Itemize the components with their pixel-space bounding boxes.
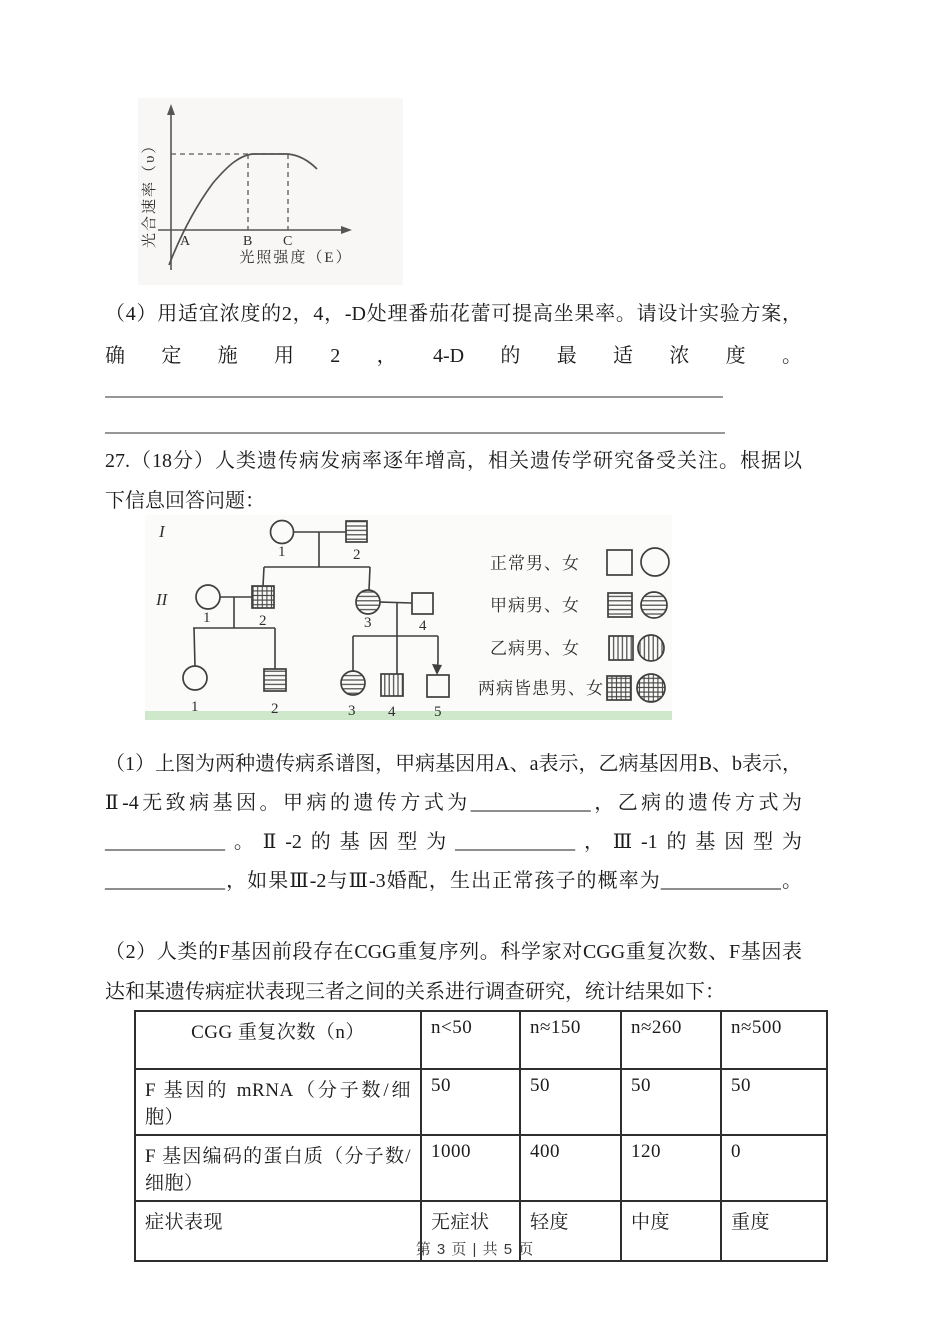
svg-text:2: 2 bbox=[353, 547, 361, 563]
normal-female-icon bbox=[641, 548, 669, 576]
pedigree-individual-I-1 bbox=[271, 521, 294, 561]
svg-text:3: 3 bbox=[348, 703, 356, 719]
photosynthesis-graph bbox=[138, 98, 403, 285]
svg-text:两病皆患男、女: 两病皆患男、女 bbox=[478, 679, 604, 698]
pedigree-individual-III-1 bbox=[183, 666, 207, 715]
pedigree-chart bbox=[145, 515, 672, 720]
pedigree-individual-I-2 bbox=[346, 521, 367, 563]
x-axis-arrow bbox=[341, 226, 352, 234]
pedigree-individual-III-2 bbox=[264, 669, 286, 717]
svg-text:1: 1 bbox=[203, 610, 211, 626]
question-1 bbox=[105, 745, 802, 901]
pedigree-figure bbox=[145, 515, 672, 720]
svg-text:4: 4 bbox=[388, 704, 396, 720]
proband-arrow-icon bbox=[432, 664, 442, 675]
question-27-line-1: 27.（18分）人类遗传病发病率逐年增高，相关遗传学研究备受关注。根据以 bbox=[105, 450, 802, 472]
table-header-cell: n≈150 bbox=[520, 1011, 621, 1069]
legend-item-disease-a bbox=[490, 592, 667, 618]
table-header-row bbox=[135, 1011, 827, 1069]
pedigree-individual-II-1 bbox=[196, 585, 220, 626]
table-cell: 无症状 bbox=[421, 1201, 520, 1261]
question-27-line-2: 下信息回答问题： bbox=[105, 490, 265, 512]
table-cell: 50 bbox=[520, 1069, 621, 1135]
answer-line-1 bbox=[105, 396, 723, 398]
x-axis-label: 光照强度（E） bbox=[239, 250, 353, 266]
disease-b-male-icon bbox=[609, 636, 633, 660]
svg-text:3: 3 bbox=[364, 615, 372, 631]
disease-a-male-icon bbox=[608, 593, 632, 617]
table-cell: 50 bbox=[421, 1069, 520, 1135]
tick-B: B bbox=[243, 234, 253, 249]
question-1-line-3: ____________。Ⅱ-2的基因型为____________，Ⅲ-1的基因型为 bbox=[105, 831, 802, 853]
both-diseases-female-icon bbox=[637, 674, 665, 702]
tick-C: C bbox=[283, 234, 293, 249]
disease-a-female-icon bbox=[641, 592, 667, 618]
y-axis-label: 光合速率（υ） bbox=[142, 136, 158, 248]
pedigree-connectors bbox=[193, 532, 438, 675]
table-header-cell: n<50 bbox=[421, 1011, 520, 1069]
table-cell: 0 bbox=[721, 1135, 827, 1201]
page-footer: 第 3 页 | 共 5 页 bbox=[415, 1241, 535, 1258]
both-diseases-male-icon bbox=[607, 676, 631, 700]
question-1-line-2: Ⅱ-4无致病基因。甲病的遗传方式为____________，乙病的遗传方式为 bbox=[105, 792, 802, 814]
svg-text:4: 4 bbox=[419, 618, 427, 634]
svg-text:乙病男、女: 乙病男、女 bbox=[490, 639, 580, 658]
table-header-cell: n≈500 bbox=[721, 1011, 827, 1069]
generation-label-I: I bbox=[159, 522, 165, 541]
table-cell: 轻度 bbox=[520, 1201, 621, 1261]
generation-label-II: II bbox=[156, 590, 168, 609]
pedigree-legend bbox=[478, 548, 669, 702]
y-axis-arrow bbox=[167, 104, 175, 115]
svg-text:5: 5 bbox=[434, 704, 442, 720]
table-cell: 1000 bbox=[421, 1135, 520, 1201]
cgg-repeat-table bbox=[134, 1010, 828, 1262]
table-cell: F 基因的 mRNA（分子数/细胞） bbox=[135, 1069, 421, 1135]
disease-b-female-icon bbox=[638, 635, 664, 661]
legend-item-normal bbox=[490, 548, 669, 576]
question-1-line-4: ____________，如果Ⅲ-2与Ⅲ-3婚配，生出正常孩子的概率为____________。 bbox=[105, 870, 802, 892]
question-4-line-1: （4）用适宜浓度的2，4，-D处理番茄花蕾可提高坐果率。请设计实验方案， bbox=[105, 303, 802, 325]
question-2-line-1: （2）人类的F基因前段存在CGG重复序列。科学家对CGG重复次数、F基因表 bbox=[105, 941, 802, 963]
svg-text:甲病男、女: 甲病男、女 bbox=[490, 596, 580, 615]
svg-text:2: 2 bbox=[259, 613, 267, 629]
table-cell: 50 bbox=[721, 1069, 827, 1135]
question-27-stem bbox=[105, 441, 802, 521]
table-header-cell: CGG 重复次数（n） bbox=[135, 1011, 421, 1069]
table-cell: 重度 bbox=[721, 1201, 827, 1261]
question-1-line-1: （1）上图为两种遗传病系谱图，甲病基因用A、a表示，乙病基因用B、b表示， bbox=[105, 753, 802, 775]
svg-text:正常男、女: 正常男、女 bbox=[490, 554, 580, 573]
table-cell: 症状表现 bbox=[135, 1201, 421, 1261]
question-4-line-2: 确定施用2，4-D的最适浓度。 bbox=[105, 345, 802, 367]
table-header-cell: n≈260 bbox=[621, 1011, 721, 1069]
tick-A: A bbox=[180, 234, 191, 249]
table-row bbox=[135, 1069, 827, 1135]
question-2-line-2: 达和某遗传病症状表现三者之间的关系进行调查研究，统计结果如下： bbox=[105, 981, 725, 1003]
normal-male-icon bbox=[607, 550, 632, 575]
table-row bbox=[135, 1135, 827, 1201]
pedigree-individual-II-2 bbox=[252, 586, 274, 629]
cgg-repeat-table-container bbox=[134, 1010, 828, 1262]
table-cell: 120 bbox=[621, 1135, 721, 1201]
table-cell: 中度 bbox=[621, 1201, 721, 1261]
answer-line-2 bbox=[105, 432, 725, 434]
green-scan-strip bbox=[145, 711, 672, 720]
table-cell: 400 bbox=[520, 1135, 621, 1201]
table-cell: 50 bbox=[621, 1069, 721, 1135]
legend-item-disease-b bbox=[490, 635, 664, 661]
legend-item-both-diseases bbox=[478, 674, 665, 702]
pedigree-individual-II-3 bbox=[356, 590, 380, 631]
photosynthesis-rate-figure bbox=[138, 98, 403, 285]
svg-text:1: 1 bbox=[191, 699, 199, 715]
question-4 bbox=[105, 293, 802, 377]
table-cell: F 基因编码的蛋白质（分子数/细胞） bbox=[135, 1135, 421, 1201]
pedigree-individual-II-4 bbox=[412, 593, 433, 634]
svg-text:2: 2 bbox=[271, 701, 279, 717]
svg-text:1: 1 bbox=[278, 544, 286, 560]
question-2 bbox=[105, 932, 802, 1012]
